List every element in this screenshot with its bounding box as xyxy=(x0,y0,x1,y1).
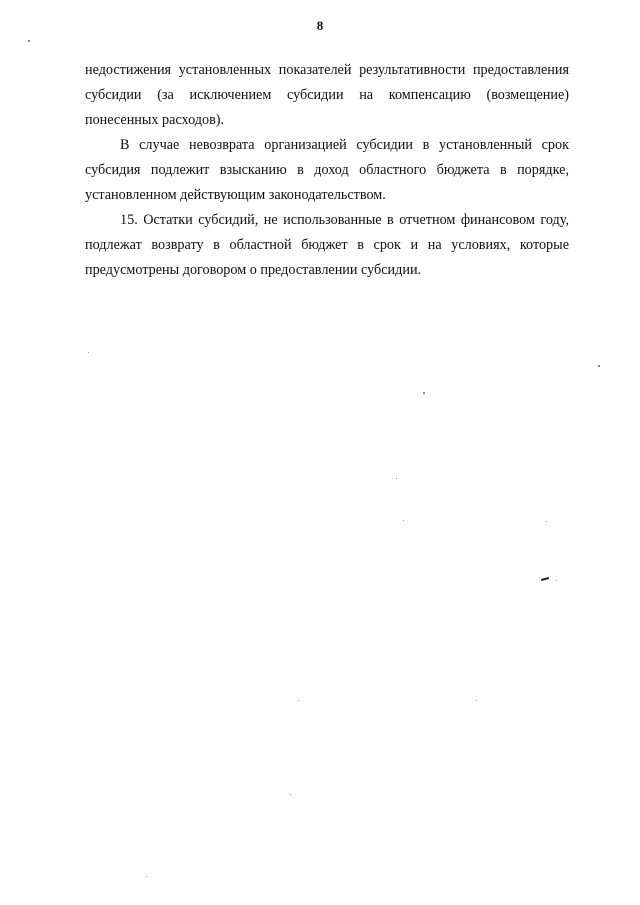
scan-speck xyxy=(476,700,477,701)
paragraph-item-15: 15. Остатки субсидий, не использованные в отчетном финансовом году, подлежат возврату в областной бюджет в срок и на условиях, которые предусмотрены договором о предоставлении субсидии. xyxy=(85,212,569,278)
scan-speck xyxy=(396,478,397,479)
scan-speck xyxy=(423,392,425,394)
scan-speck xyxy=(546,521,547,522)
paragraph-non-return: В случае невозврата организацией субсидии в установленный срок субсидия подлежит взысканию в доход областного бюджета в порядке, установленном действующим законодательством. xyxy=(85,137,569,203)
scan-speck xyxy=(556,580,557,581)
scan-speck xyxy=(598,365,600,367)
scan-speck xyxy=(403,520,404,521)
scan-speck xyxy=(88,352,89,353)
scan-speck xyxy=(146,876,147,877)
scan-mark xyxy=(541,577,549,581)
paragraph-continuation: недостижения установленных показателей результативности предоставления субсидии (за исключением субсидии на компенсацию (возмещение) понесенных расходов). xyxy=(85,62,569,128)
page-number: 8 xyxy=(316,18,324,33)
scan-speck xyxy=(28,40,30,42)
document-body xyxy=(85,58,569,283)
scan-speck xyxy=(290,794,291,795)
scan-speck xyxy=(298,700,299,701)
